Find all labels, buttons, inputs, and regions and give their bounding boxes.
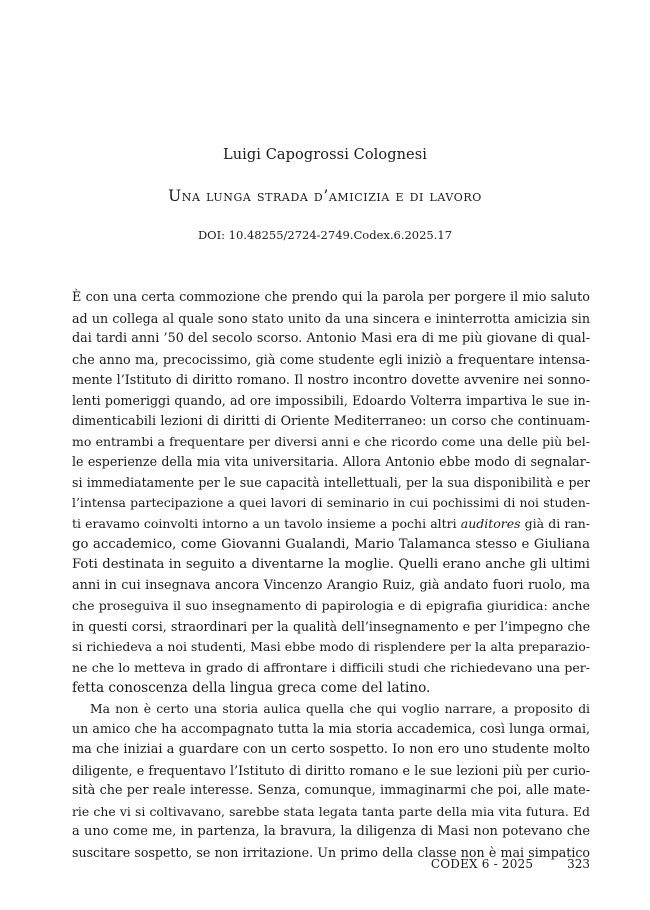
text-line: suscitare sospetto, se non irritazione. Un primo della classe non è mai simpatico: [72, 844, 590, 860]
text-line: anni in cui insegnava ancora Vincenzo Arangio Ruiz, già andato fuori ruolo, ma: [72, 577, 590, 593]
text-line: ad un collega al quale sono stato unito da una sincera e ininterrotta amicizia sin: [72, 310, 590, 326]
text-line: Ma non è certo una storia aulica quella che qui voglio narrare, a proposito di: [90, 701, 590, 716]
text-line: sità che per reale interesse. Senza, comunque, immaginarmi che poi, alle mate-: [72, 783, 590, 799]
page-number: 323: [567, 857, 590, 871]
line-rest: cademico, come Giovanni Gualandi, Mario Talamanca stesso e Giuliana: [108, 536, 590, 552]
text-line-with-italic: [72, 514, 590, 535]
text-line: rie che vi si coltivavano, sarebbe stata legata tanta parte della mia vita futura. Ed: [72, 803, 590, 819]
text-line: [72, 535, 590, 556]
text-line: dimenticabili lezioni di diritti di Oriente Mediterraneo: un corso che continuam-: [72, 413, 590, 429]
text-line: che proseguiva il suo insegnamento di papirologia e di epigrafia giuridica: anche: [72, 598, 590, 614]
text-line: ne che lo metteva in grado di affrontare i difficili studi che richiedevano una per-: [72, 659, 590, 675]
article-body: [72, 288, 590, 863]
text-line: dai tardi anni ’50 del secolo scorso. Antonio Masi era di me più giovane di qual-: [72, 331, 590, 347]
page-footer: [0, 857, 590, 871]
journal-issue: CODEX 6 - 2025: [430, 857, 534, 871]
text-line: in questi corsi, straordinari per la qualità dell’insegnamento e per l’impegno che: [72, 618, 590, 634]
text-line: le esperienze della mia vita universitaria. Allora Antonio ebbe modo di segnalar-: [72, 454, 590, 470]
article-title: Una lunga strada d’amicizia e di lavoro: [168, 187, 482, 205]
paragraph-1: [72, 288, 590, 699]
text-line: lenti pomeriggi quando, ad ore impossibili, Edoardo Volterra impartiva le sue in-: [72, 392, 590, 408]
text-line: Foti destinata in seguito a diventarne la moglie. Quelli erano anche gli ultimi: [72, 557, 590, 573]
text-line: si immediatamente per le sue capacità intellettuali, per la sua disponibilità e per: [72, 474, 590, 490]
text-line: ma che iniziai a guardare con un certo sospetto. Io non ero uno studente molto: [72, 742, 590, 758]
text-line: mo entrambi a frequentare per diversi anni e che ricordo come una delle più bel-: [72, 433, 590, 449]
text-line: mente l’Istituto di diritto romano. Il nostro incontro dovette avvenire nei sonno-: [72, 372, 590, 388]
text-line: diligente, e frequentavo l’Istituto di diritto romano e le sue lezioni più per curio-: [72, 762, 590, 778]
text-line: È con una certa commozione che prendo qui la parola per porgere il mio saluto: [72, 290, 590, 305]
article-author: Luigi Capogrossi Colognesi: [222, 147, 428, 163]
line-end: già di ran-: [520, 516, 590, 532]
text-line: fetta conoscenza della lingua greca come del latino.: [72, 680, 431, 697]
line-start: ti eravamo coinvolti intorno a un tavolo insieme a pochi altri: [72, 516, 457, 532]
line-start: go ac: [72, 536, 109, 552]
italic-term: auditores: [460, 516, 521, 532]
text-line: si richiedeva a noi studenti, Masi ebbe modo di risplendere per la alta preparazio-: [72, 640, 590, 655]
text-line: l’intensa partecipazione a quei lavori di seminario in cui pochissimi di noi studen-: [72, 495, 590, 511]
paragraph-2: [72, 699, 590, 863]
text-line: che anno ma, precocissimo, già come studente egli iniziò a frequentare intensa-: [72, 351, 590, 367]
article-doi: DOI: 10.48255/2724-2749.Codex.6.2025.17: [197, 228, 453, 242]
text-line: un amico che ha accompagnato tutta la mia storia accademica, così lunga ormai,: [72, 721, 590, 737]
text-line: a uno come me, in partenza, la bravura, la diligenza di Masi non potevano che: [72, 824, 590, 840]
